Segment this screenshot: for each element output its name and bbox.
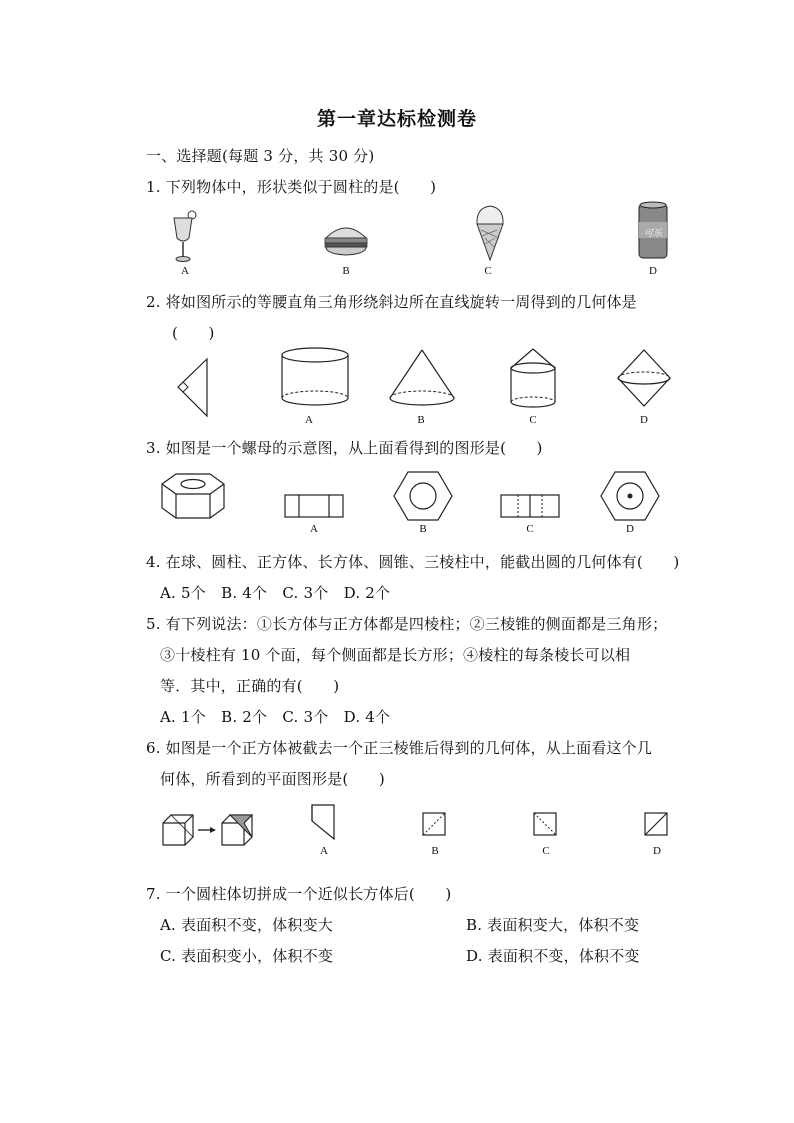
q1-label-b: B	[342, 265, 350, 277]
q1-burger-figure	[322, 222, 370, 258]
q3-nut-figure	[158, 468, 228, 524]
question-4-options: A. 5个 B. 4个 C. 3个 D. 2个	[160, 584, 391, 602]
q2-cone-figure	[387, 346, 457, 410]
q1-can-text: 可乐	[643, 229, 662, 239]
question-1-text: 1. 下列物体中，形状类似于圆柱的是( )	[146, 178, 437, 196]
question-4-text: 4. 在球、圆柱、正方体、长方体、圆锥、三棱柱中，能截出圆的几何体有( )	[146, 553, 680, 571]
q2-label-b: B	[417, 414, 425, 426]
q6-option-b-figure	[421, 811, 449, 837]
q2-label-c: C	[529, 414, 537, 426]
question-7-option-c: C. 表面积变小，体积不变	[160, 947, 334, 965]
q3-option-a-figure	[284, 494, 346, 520]
q3-label-d: D	[626, 523, 634, 535]
q6-label-d: D	[653, 845, 661, 857]
q6-cube-figure	[160, 812, 256, 852]
q3-option-d-figure	[600, 470, 660, 522]
q3-label-b: B	[419, 523, 427, 535]
q2-label-d: D	[640, 414, 648, 426]
page-title: 第一章达标检测卷	[316, 108, 477, 130]
question-7-option-a: A. 表面积不变，体积变大	[160, 916, 333, 934]
q6-option-a-figure	[308, 803, 342, 841]
question-7-text: 7. 一个圆柱体切拼成一个近似长方体后( )	[146, 885, 452, 903]
question-5-line-2: ③十棱柱有 10 个面，每个侧面都是长方形；④棱柱的每条棱长可以相	[160, 646, 631, 664]
q6-label-c: C	[542, 845, 550, 857]
q1-label-c: C	[484, 265, 492, 277]
question-7-option-d: D. 表面积不变，体积不变	[466, 947, 640, 965]
q6-option-c-figure	[532, 811, 560, 837]
q3-option-c-figure	[500, 494, 562, 520]
question-5-options: A. 1个 B. 2个 C. 3个 D. 4个	[160, 708, 391, 726]
q1-goblet-figure	[168, 208, 202, 264]
question-2-paren: ( )	[172, 324, 215, 342]
q3-label-a: A	[310, 523, 318, 535]
question-6-line-2: 何体，所看到的平面图形是( )	[160, 770, 385, 788]
section-heading: 一、选择题(每题 3 分，共 30 分)	[146, 147, 375, 165]
q2-cone-cylinder-figure	[507, 346, 559, 412]
question-3-text: 3. 如图是一个螺母的示意图，从上面看得到的图形是( )	[146, 439, 543, 457]
q6-label-b: B	[431, 845, 439, 857]
question-2-text: 2. 将如图所示的等腰直角三角形绕斜边所在直线旋转一周得到的几何体是	[146, 293, 637, 311]
q2-double-cone-figure	[614, 346, 674, 412]
q1-label-a: A	[181, 265, 189, 277]
question-7-option-b: B. 表面积变大，体积不变	[466, 916, 640, 934]
q6-label-a: A	[320, 845, 328, 857]
q1-icecream-figure	[472, 204, 508, 262]
q6-option-d-figure	[643, 811, 671, 837]
question-5-line-3: 等．其中，正确的有( )	[160, 677, 340, 695]
q2-label-a: A	[305, 414, 313, 426]
q3-option-b-figure	[393, 470, 453, 522]
question-6-line-1: 6. 如图是一个正方体被截去一个正三棱锥后得到的几何体，从上面看这个几	[146, 739, 653, 757]
q1-label-d: D	[649, 265, 657, 277]
q2-triangle-figure	[174, 355, 214, 421]
question-5-line-1: 5. 有下列说法：①长方体与正方体都是四棱柱；②三棱锥的侧面都是三角形；	[146, 615, 668, 633]
q3-label-c: C	[526, 523, 534, 535]
q2-cylinder-figure	[278, 346, 352, 410]
